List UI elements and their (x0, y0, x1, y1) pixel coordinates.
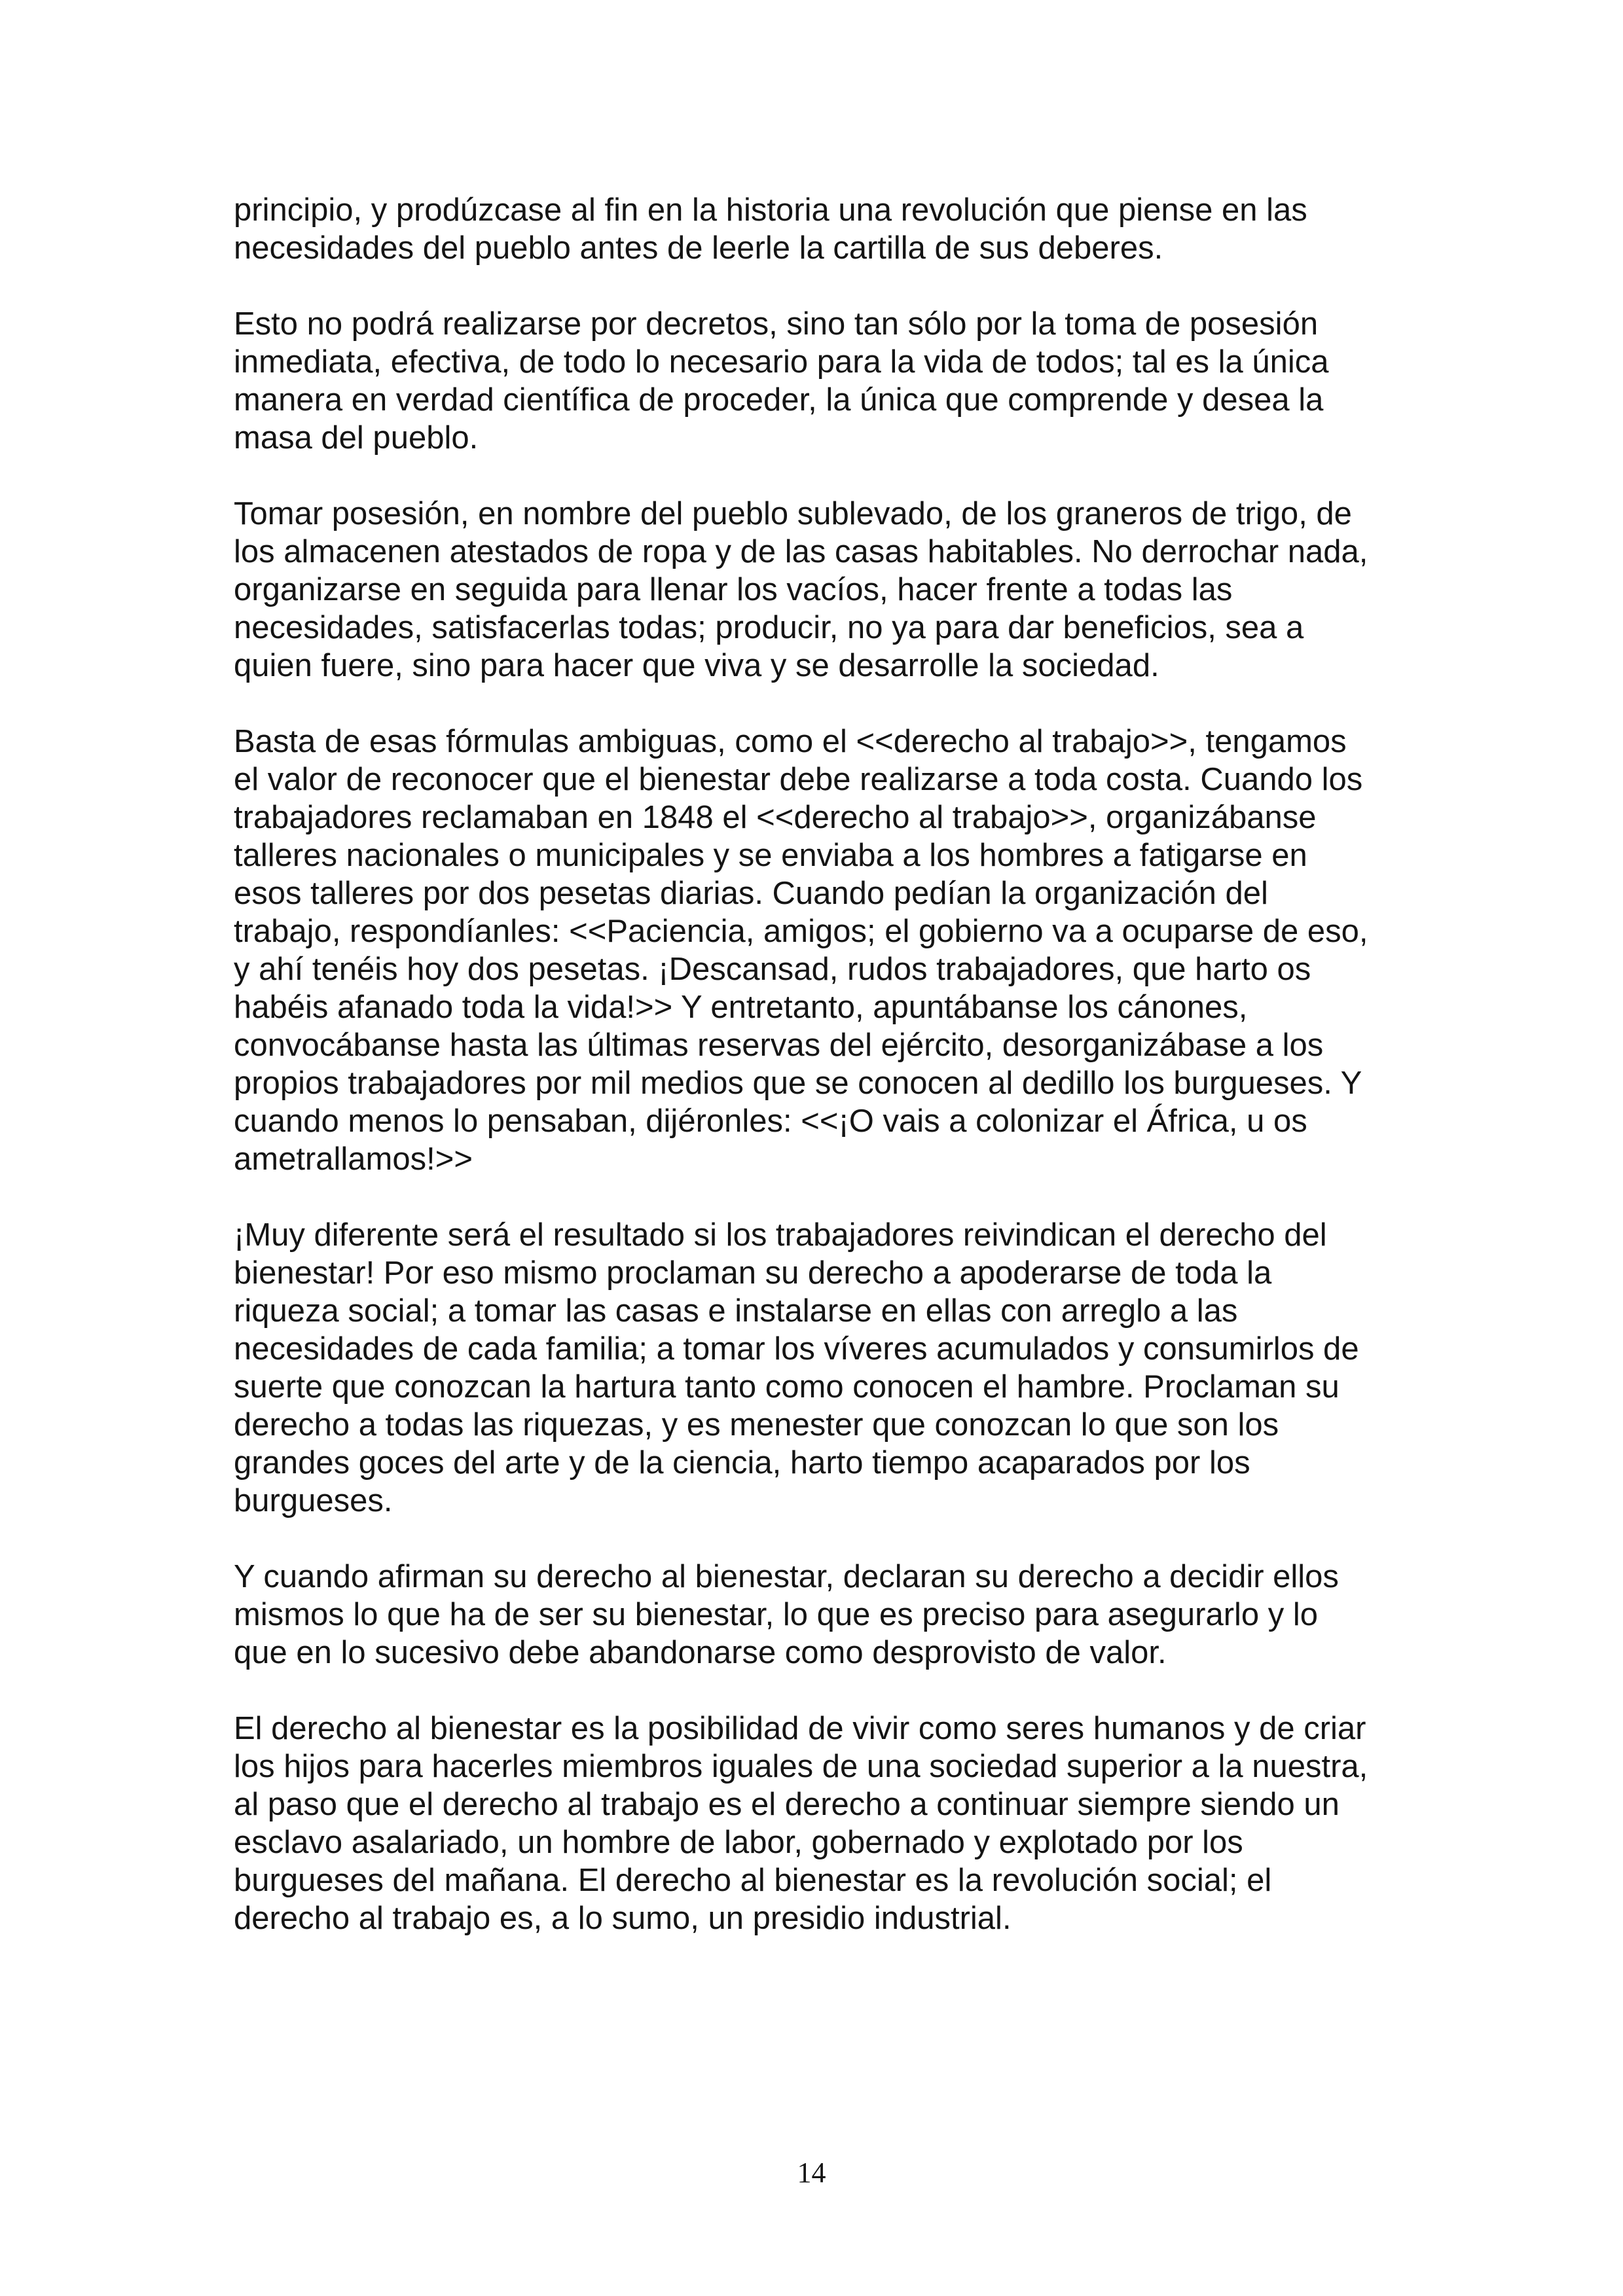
text-line: necesidades, satisfacerlas todas; producir, no ya para dar beneficios, sea a (234, 610, 1304, 645)
text-line: trabajo, respondíanles: <<Paciencia, amigos; el gobierno va a ocuparse de eso, (234, 914, 1368, 949)
text-line: que en lo sucesivo debe abandonarse como desprovisto de valor. (234, 1635, 1167, 1670)
text-line: los almacenen atestados de ropa y de las casas habitables. No derrochar nada, (234, 534, 1368, 569)
paragraph (234, 305, 1412, 457)
paragraph (234, 723, 1412, 1178)
text-line: derecho al trabajo es, a lo sumo, un presidio industrial. (234, 1901, 1012, 1936)
paragraph (234, 191, 1412, 267)
text-line: Basta de esas fórmulas ambiguas, como el <<derecho al trabajo>>, tengamos (234, 724, 1347, 759)
paragraph (234, 1710, 1412, 1937)
text-line: derecho a todas las riquezas, y es menester que conozcan lo que son los (234, 1407, 1279, 1443)
paragraph (234, 1558, 1412, 1672)
text-line: habéis afanado toda la vida!>> Y entretanto, apuntábanse los cánones, (234, 990, 1248, 1025)
text-line: Tomar posesión, en nombre del pueblo sublevado, de los graneros de trigo, de (234, 496, 1352, 531)
text-line: ¡Muy diferente será el resultado si los trabajadores reivindican el derecho del (234, 1217, 1327, 1253)
text-line: burgueses del mañana. El derecho al bienestar es la revolución social; el (234, 1863, 1272, 1898)
text-line: necesidades de cada familia; a tomar los víveres acumulados y consumirlos de (234, 1331, 1359, 1367)
text-line: masa del pueblo. (234, 420, 479, 456)
text-line: ametrallamos!>> (234, 1141, 473, 1177)
text-line: inmediata, efectiva, de todo lo necesario para la vida de todos; tal es la única (234, 344, 1329, 380)
text-line: riqueza social; a tomar las casas e instalarse en ellas con arreglo a las (234, 1293, 1238, 1329)
text-line: necesidades del pueblo antes de leerle la cartilla de sus deberes. (234, 230, 1163, 266)
text-line: esos talleres por dos pesetas diarias. Cuando pedían la organización del (234, 876, 1268, 911)
text-line: convocábanse hasta las últimas reservas del ejército, desorganizábase a los (234, 1028, 1324, 1063)
text-line: El derecho al bienestar es la posibilidad de vivir como seres humanos y de criar (234, 1711, 1366, 1746)
text-line: trabajadores reclamaban en 1848 el <<derecho al trabajo>>, organizábanse (234, 800, 1317, 835)
text-line: y ahí tenéis hoy dos pesetas. ¡Descansad, rudos trabajadores, que harto os (234, 952, 1311, 987)
text-line: los hijos para hacerles miembros iguales de una sociedad superior a la nuestra, (234, 1749, 1368, 1784)
text-line: bienestar! Por eso mismo proclaman su derecho a apoderarse de toda la (234, 1255, 1272, 1291)
text-line: suerte que conozcan la hartura tanto como conocen el hambre. Proclaman su (234, 1369, 1340, 1405)
page-number: 14 (797, 2157, 826, 2189)
text-line: el valor de reconocer que el bienestar debe realizarse a toda costa. Cuando los (234, 762, 1363, 797)
text-line: esclavo asalariado, un hombre de labor, gobernado y explotado por los (234, 1825, 1243, 1860)
text-line: principio, y prodúzcase al fin en la historia una revolución que piense en las (234, 192, 1307, 228)
text-line: quien fuere, sino para hacer que viva y se desarrolle la sociedad. (234, 648, 1159, 683)
text-line: manera en verdad científica de proceder, la única que comprende y desea la (234, 382, 1324, 418)
body-text (234, 191, 1412, 1937)
text-line: propios trabajadores por mil medios que se conocen al dedillo los burgueses. Y (234, 1066, 1362, 1101)
text-line: talleres nacionales o municipales y se enviaba a los hombres a fatigarse en (234, 838, 1307, 873)
text-line: mismos lo que ha de ser su bienestar, lo que es preciso para asegurarlo y lo (234, 1597, 1319, 1632)
paragraph (234, 1216, 1412, 1520)
text-line: al paso que el derecho al trabajo es el derecho a continuar siempre siendo un (234, 1787, 1340, 1822)
text-line: Y cuando afirman su derecho al bienestar, declaran su derecho a decidir ellos (234, 1559, 1339, 1594)
text-line: cuando menos lo pensaban, dijéronles: <<¡O vais a colonizar el África, u os (234, 1103, 1307, 1139)
text-line: burgueses. (234, 1483, 393, 1518)
paragraph (234, 495, 1412, 685)
text-line: Esto no podrá realizarse por decretos, sino tan sólo por la toma de posesión (234, 306, 1319, 342)
text-line: organizarse en seguida para llenar los vacíos, hacer frente a todas las (234, 572, 1233, 607)
text-line: grandes goces del arte y de la ciencia, harto tiempo acaparados por los (234, 1445, 1250, 1480)
